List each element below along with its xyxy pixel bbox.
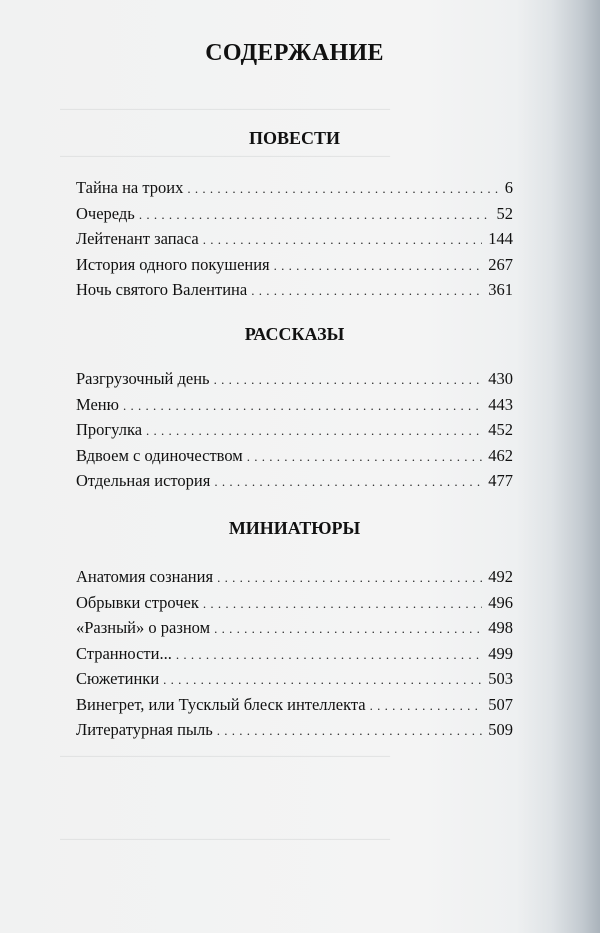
toc-entry[interactable] — [76, 252, 513, 278]
leader-dots — [251, 278, 482, 304]
entry-page: 492 — [488, 567, 513, 586]
entry-page: 430 — [488, 369, 513, 388]
entry-page: 462 — [488, 445, 513, 465]
bleed-through-text: —————————————————————— — [60, 101, 390, 117]
entry-title: Лейтенант запаса — [76, 229, 199, 248]
entry-page: 361 — [488, 280, 513, 299]
bleed-through-text: —————————————————————— — [60, 148, 390, 164]
entry-title: Ночь святого Валентина — [76, 280, 248, 299]
entry-title: «Разный» о разном — [76, 618, 211, 637]
page-title: СОДЕРЖАНИЕ — [205, 40, 384, 66]
section-heading-miniatyury: МИНИАТЮРЫ — [228, 518, 361, 538]
entry-title: Винегрет, или Тусклый блеск интеллекта — [76, 694, 366, 714]
entry-page: 267 — [488, 254, 513, 274]
entry-page: 144 — [488, 229, 513, 248]
leader-dots — [139, 202, 491, 228]
leader-dots — [203, 591, 482, 617]
toc-entry[interactable] — [76, 615, 513, 641]
bleed-through-text: —————————————————————— — [60, 748, 390, 764]
leader-dots — [274, 253, 483, 279]
leader-dots — [217, 718, 483, 744]
toc-entry[interactable] — [76, 564, 513, 590]
leader-dots — [123, 393, 482, 419]
leader-dots — [176, 642, 482, 668]
entry-page: 496 — [488, 592, 513, 612]
toc-entry[interactable] — [76, 692, 513, 718]
toc-entry[interactable] — [76, 641, 513, 667]
entry-page: 52 — [496, 203, 513, 223]
entry-page: 509 — [488, 720, 513, 739]
entry-title: Тайна на троих — [76, 178, 184, 197]
toc-entry[interactable] — [76, 226, 513, 252]
toc-list-rasskazy — [76, 366, 513, 494]
toc-entry[interactable] — [76, 366, 513, 392]
entry-title: Меню — [76, 394, 119, 414]
toc-entry[interactable] — [76, 392, 513, 418]
toc-entry[interactable] — [76, 717, 513, 743]
leader-dots — [203, 227, 483, 253]
toc-entry[interactable] — [76, 590, 513, 616]
entry-title: Прогулка — [76, 420, 143, 439]
toc-entry[interactable] — [76, 277, 513, 303]
entry-page: 6 — [504, 178, 513, 197]
leader-dots — [214, 469, 482, 495]
entry-page: 452 — [488, 420, 513, 439]
leader-dots — [214, 616, 482, 642]
leader-dots — [187, 176, 498, 202]
toc-entry[interactable] — [76, 417, 513, 443]
entry-title: Анатомия сознания — [76, 567, 214, 586]
bleed-through-text: —————————————————————— — [60, 831, 390, 847]
entry-page: 443 — [488, 394, 513, 414]
leader-dots — [214, 367, 483, 393]
entry-page: 499 — [488, 643, 513, 663]
leader-dots — [163, 667, 482, 693]
entry-title: Вдвоем с одиночеством — [76, 445, 243, 465]
leader-dots — [370, 693, 483, 719]
entry-title: Странности... — [76, 643, 172, 663]
toc-entry[interactable] — [76, 666, 513, 692]
leader-dots — [146, 418, 482, 444]
section-heading-rasskazy: РАССКАЗЫ — [244, 324, 345, 344]
entry-title: Разгрузочный день — [76, 369, 210, 388]
leader-dots — [247, 444, 483, 470]
toc-list-povesti — [76, 175, 513, 303]
entry-title: История одного покушения — [76, 254, 270, 274]
entry-title: Сюжетинки — [76, 669, 160, 688]
toc-entry[interactable] — [76, 443, 513, 469]
leader-dots — [217, 565, 482, 591]
entry-title: Очередь — [76, 203, 135, 223]
toc-list-miniatyury — [76, 564, 513, 743]
entry-title: Отдельная история — [76, 471, 211, 490]
toc-entry[interactable] — [76, 201, 513, 227]
section-heading-povesti: ПОВЕСТИ — [248, 128, 341, 148]
toc-entry[interactable] — [76, 468, 513, 494]
entry-page: 503 — [488, 669, 513, 688]
toc-entry[interactable] — [76, 175, 513, 201]
entry-title: Обрывки строчек — [76, 592, 199, 612]
entry-page: 498 — [488, 618, 513, 637]
entry-title: Литературная пыль — [76, 720, 213, 739]
entry-page: 507 — [488, 694, 513, 714]
entry-page: 477 — [488, 471, 513, 490]
